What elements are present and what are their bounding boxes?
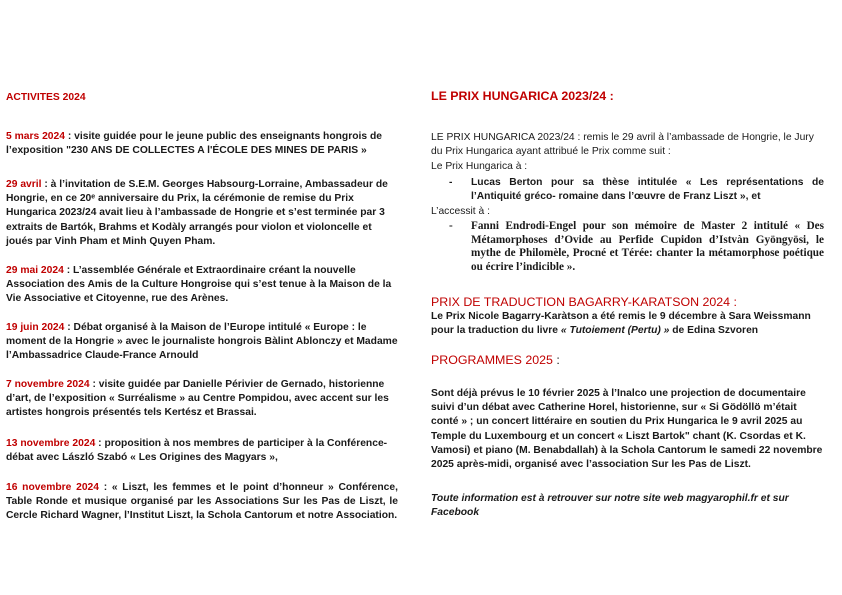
entry-text: : visite guidée par Danielle Périvier de Gernado, historienne d’art, de l’exposition « Surréalisme » au Centre Pompidou, avec accent sur les artistes hongrois présentés tels Kertész et Brassai. [6, 379, 389, 419]
entry-text: : proposition à nos membres de participer à la Conférence-débat avec László Szabó « Les Origines des Magyars », [6, 438, 388, 464]
entry-5-mars [6, 130, 398, 158]
entry-date: 13 novembre 2024 [6, 438, 96, 449]
entry-date: 7 novembre 2024 [6, 379, 90, 390]
accessit-item [449, 220, 824, 274]
entry-date: 29 mai 2024 [6, 265, 64, 276]
entry-text: : Débat organisé à la Maison de l’Europe intitulé « Europe : le moment de la Hongrie » avec le journaliste hongrois Bàlint Ablonczy et Madame l’Ambassadrice Claude-France Arnould [6, 322, 398, 362]
entry-text: : « Liszt, les femmes et le point d’honneur » Conférence, Table Ronde et musique organisé par les Associations Sur les Pas de Liszt, le Cercle Richard Wagner, l’Institut Liszt, la Schola Cantorum et notre Association. [6, 482, 398, 522]
footer-info: Toute information est à retrouver sur notre site web magyarophil.fr et sur Facebook [431, 493, 789, 519]
traduction-text-2: de Edina Szvoren [669, 325, 759, 337]
prix-intro-text: LE PRIX HUNGARICA 2023/24 : remis le 29 avril à l’ambassade de Hongrie, le Jury du Prix Hungarica ayant attribué le Prix comme suit : [431, 132, 814, 158]
programmes-text: Sont déjà prévus le 10 février 2025 à l’Inalco une projection de documentaire suivi d’un débat avec Catherine Horel, historienne, sur « Si Gödöllö m’était conté » ; un concert littéraire en soutien du Prix Hungarica le 9 avril 2025 au Temple du Luxembourg et un concert « Liszt Bartok" chant (K. Csordas et K. Vamosi) et piano (M. Benabdallah) à la Schola Cantorum le samedi 22 novembre 2025 après-midi, organisé avec l’association Sur les Pas de Liszt. [431, 388, 823, 471]
traduction-book: « Tutoiement (Pertu) » [560, 325, 670, 337]
entry-7-novembre [6, 378, 398, 421]
entry-29-avril [6, 178, 398, 249]
winner-text: Lucas Berton pour sa thèse intitulée « Les représentations de l’Antiquité gréco- romaine dans l’œuvre de Franz Liszt », et [471, 177, 824, 203]
entry-date: 19 juin 2024 [6, 322, 65, 333]
programmes-colon: : [552, 353, 560, 367]
traduction-text-1: Le Prix Nicole Bagarry-Karàtson a été remis le 9 décembre à Sara Weissmann pour la traduction du livre [431, 311, 811, 337]
prix-label: Le Prix Hungarica à : [431, 161, 528, 172]
entry-19-juin [6, 321, 398, 364]
prix-hungarica-title: LE PRIX HUNGARICA 2023/24 : [431, 89, 614, 103]
traduction-text [431, 310, 823, 338]
accessit-label: L’accessit à : [431, 206, 490, 217]
entry-29-mai [6, 264, 398, 307]
entry-text: : à l’invitation de S.E.M. Georges Habsourg-Lorraine, Ambassadeur de Hongrie, en ce 20ᵉ anniversaire du Prix, la cérémonie de remise du Prix Hungarica 2023/24 avait lieu à l’ambassade de Hongrie et s’est terminée par 3 extraits de Bartók, Brahms et Kodàly arrangés pour violon et violoncelle et joués par Vinh Pham et Minh Quyen Pham. [6, 179, 388, 247]
prix-traduction-title: PRIX DE TRADUCTION BAGARRY-KARATSON 2024 : [431, 295, 737, 309]
accessit-text: Fanni Endrodi-Engel pour son mémoire de Master 2 intitulé « Des Métamorphoses d’Ovide au Perfide Cupidon d’Istvàn Gyöngyösi, le mythe de Philomèle, Procné et Térée: chanter la métamorphose poétique ou écrire l’indicible ». [471, 220, 824, 273]
activites-title: ACTIVITES 2024 [6, 92, 86, 103]
entry-date: 29 avril [6, 179, 42, 190]
entry-date: 5 mars 2024 [6, 131, 65, 142]
prix-intro [431, 131, 823, 159]
entry-13-novembre [6, 437, 398, 465]
dash-bullet: - [449, 177, 453, 188]
entry-text: : visite guidée pour le jeune public des enseignants hongrois de l’exposition "230 ANS DE COLLECTES A l'ÉCOLE DES MINES DE PARIS » [6, 131, 382, 157]
entry-16-novembre [6, 481, 398, 524]
dash-bullet: - [449, 220, 453, 232]
entry-date: 16 novembre 2024 [6, 482, 99, 493]
programmes-title: PROGRAMMES 2025 [431, 353, 553, 367]
winner-item [449, 176, 824, 204]
entry-text: : L’assemblée Générale et Extraordinaire créant la nouvelle Association des Amis de la Culture Hongroise qui s’est tenue à la Maison de la Vie Associative et Citoyenne, rue des Arènes. [6, 265, 392, 305]
programmes-heading [431, 353, 560, 367]
